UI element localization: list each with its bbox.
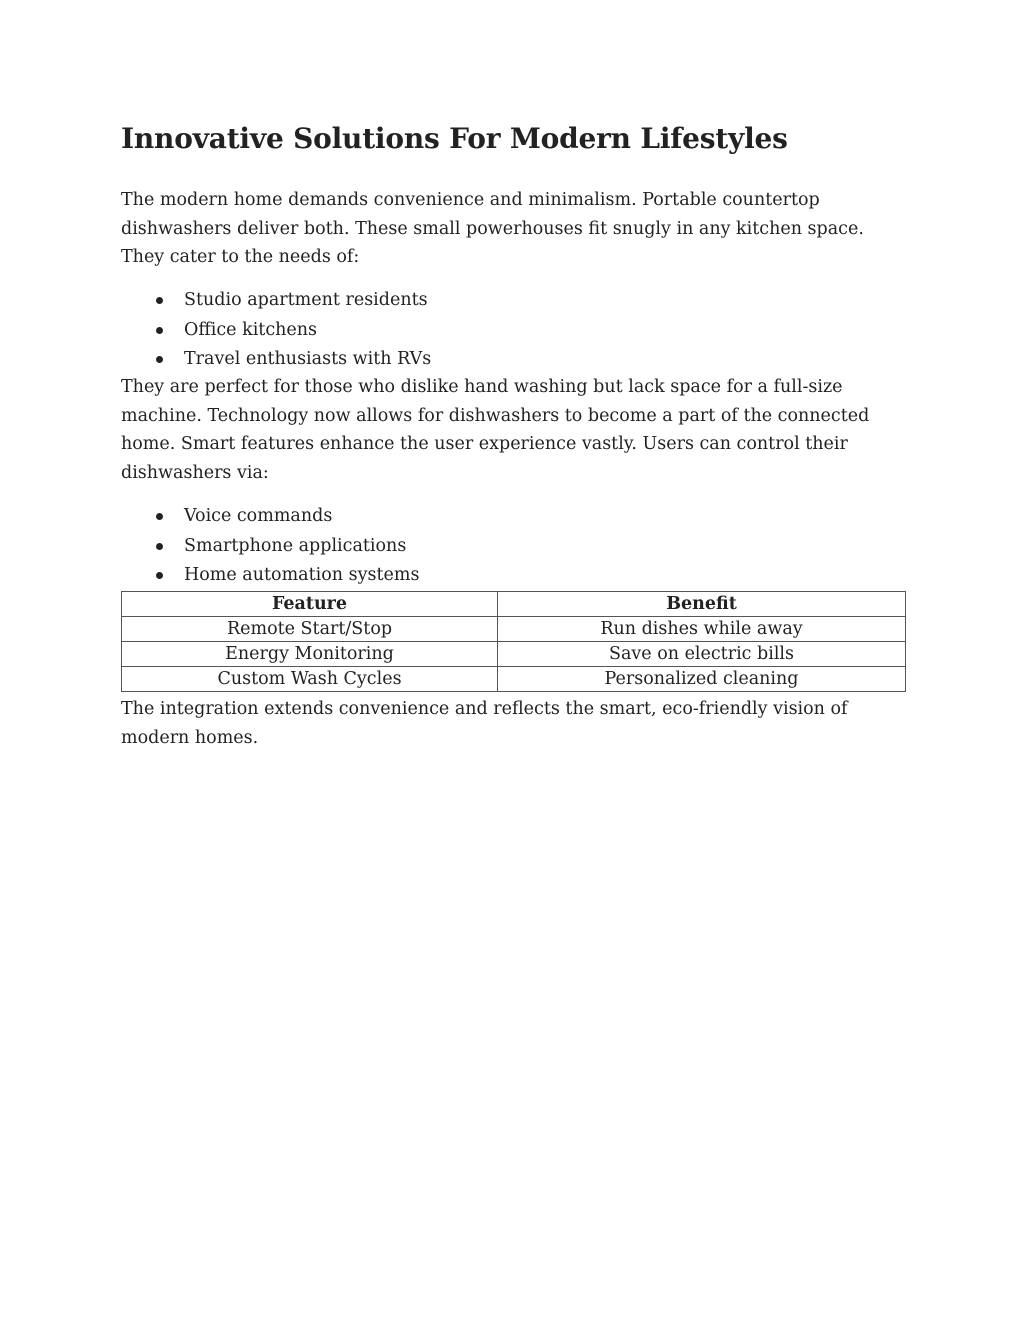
control-list bbox=[121, 502, 419, 591]
table-header-cell: Benefit bbox=[498, 592, 906, 617]
bullet-icon bbox=[156, 297, 163, 304]
table-cell: Energy Monitoring bbox=[122, 642, 498, 667]
list-item-text: Smartphone applications bbox=[184, 535, 407, 556]
bullet-icon bbox=[156, 513, 163, 520]
list-item bbox=[121, 532, 419, 562]
bullet-icon bbox=[156, 543, 163, 550]
table-header-row bbox=[122, 592, 906, 617]
document-title: Innovative Solutions For Modern Lifestyles bbox=[121, 122, 788, 155]
table-row bbox=[122, 642, 906, 667]
bullet-icon bbox=[156, 327, 163, 334]
intro-line: The modern home demands convenience and minimalism. Portable countertop bbox=[121, 190, 820, 210]
list-item bbox=[121, 561, 419, 591]
list-item bbox=[121, 345, 431, 375]
intro-line: They cater to the needs of: bbox=[121, 247, 360, 267]
feature-benefit-table bbox=[121, 591, 906, 692]
middle-line: They are perfect for those who dislike hand washing but lack space for a full-size bbox=[121, 377, 843, 397]
intro-paragraph bbox=[121, 186, 905, 272]
middle-line: home. Smart features enhance the user experience vastly. Users can control their bbox=[121, 434, 848, 454]
table-cell: Save on electric bills bbox=[498, 642, 906, 667]
table-cell: Run dishes while away bbox=[498, 617, 906, 642]
middle-line: dishwashers via: bbox=[121, 462, 269, 483]
closing-line: modern homes. bbox=[121, 727, 259, 748]
list-item-text: Office kitchens bbox=[184, 319, 318, 340]
list-item-text: Voice commands bbox=[184, 506, 333, 526]
closing-paragraph bbox=[121, 695, 905, 752]
closing-line: The integration extends convenience and reflects the smart, eco-friendly vision of bbox=[121, 699, 848, 719]
intro-line: dishwashers deliver both. These small powerhouses fit snugly in any kitchen space. bbox=[121, 218, 864, 239]
audience-list bbox=[121, 286, 431, 375]
table-row bbox=[122, 667, 906, 692]
table-header-cell: Feature bbox=[122, 592, 498, 617]
list-item-text: Travel enthusiasts with RVs bbox=[184, 349, 432, 369]
list-item bbox=[121, 286, 431, 316]
table-cell: Remote Start/Stop bbox=[122, 617, 498, 642]
middle-line: machine. Technology now allows for dishwashers to become a part of the connected bbox=[121, 405, 870, 426]
table-cell: Custom Wash Cycles bbox=[122, 667, 498, 692]
list-item-text: Home automation systems bbox=[184, 565, 420, 585]
table-row bbox=[122, 617, 906, 642]
bullet-icon bbox=[156, 572, 163, 579]
bullet-icon bbox=[156, 356, 163, 363]
table-cell: Personalized cleaning bbox=[498, 667, 906, 692]
list-item bbox=[121, 502, 419, 532]
middle-paragraph bbox=[121, 373, 905, 487]
list-item bbox=[121, 316, 431, 346]
list-item-text: Studio apartment residents bbox=[184, 290, 428, 310]
